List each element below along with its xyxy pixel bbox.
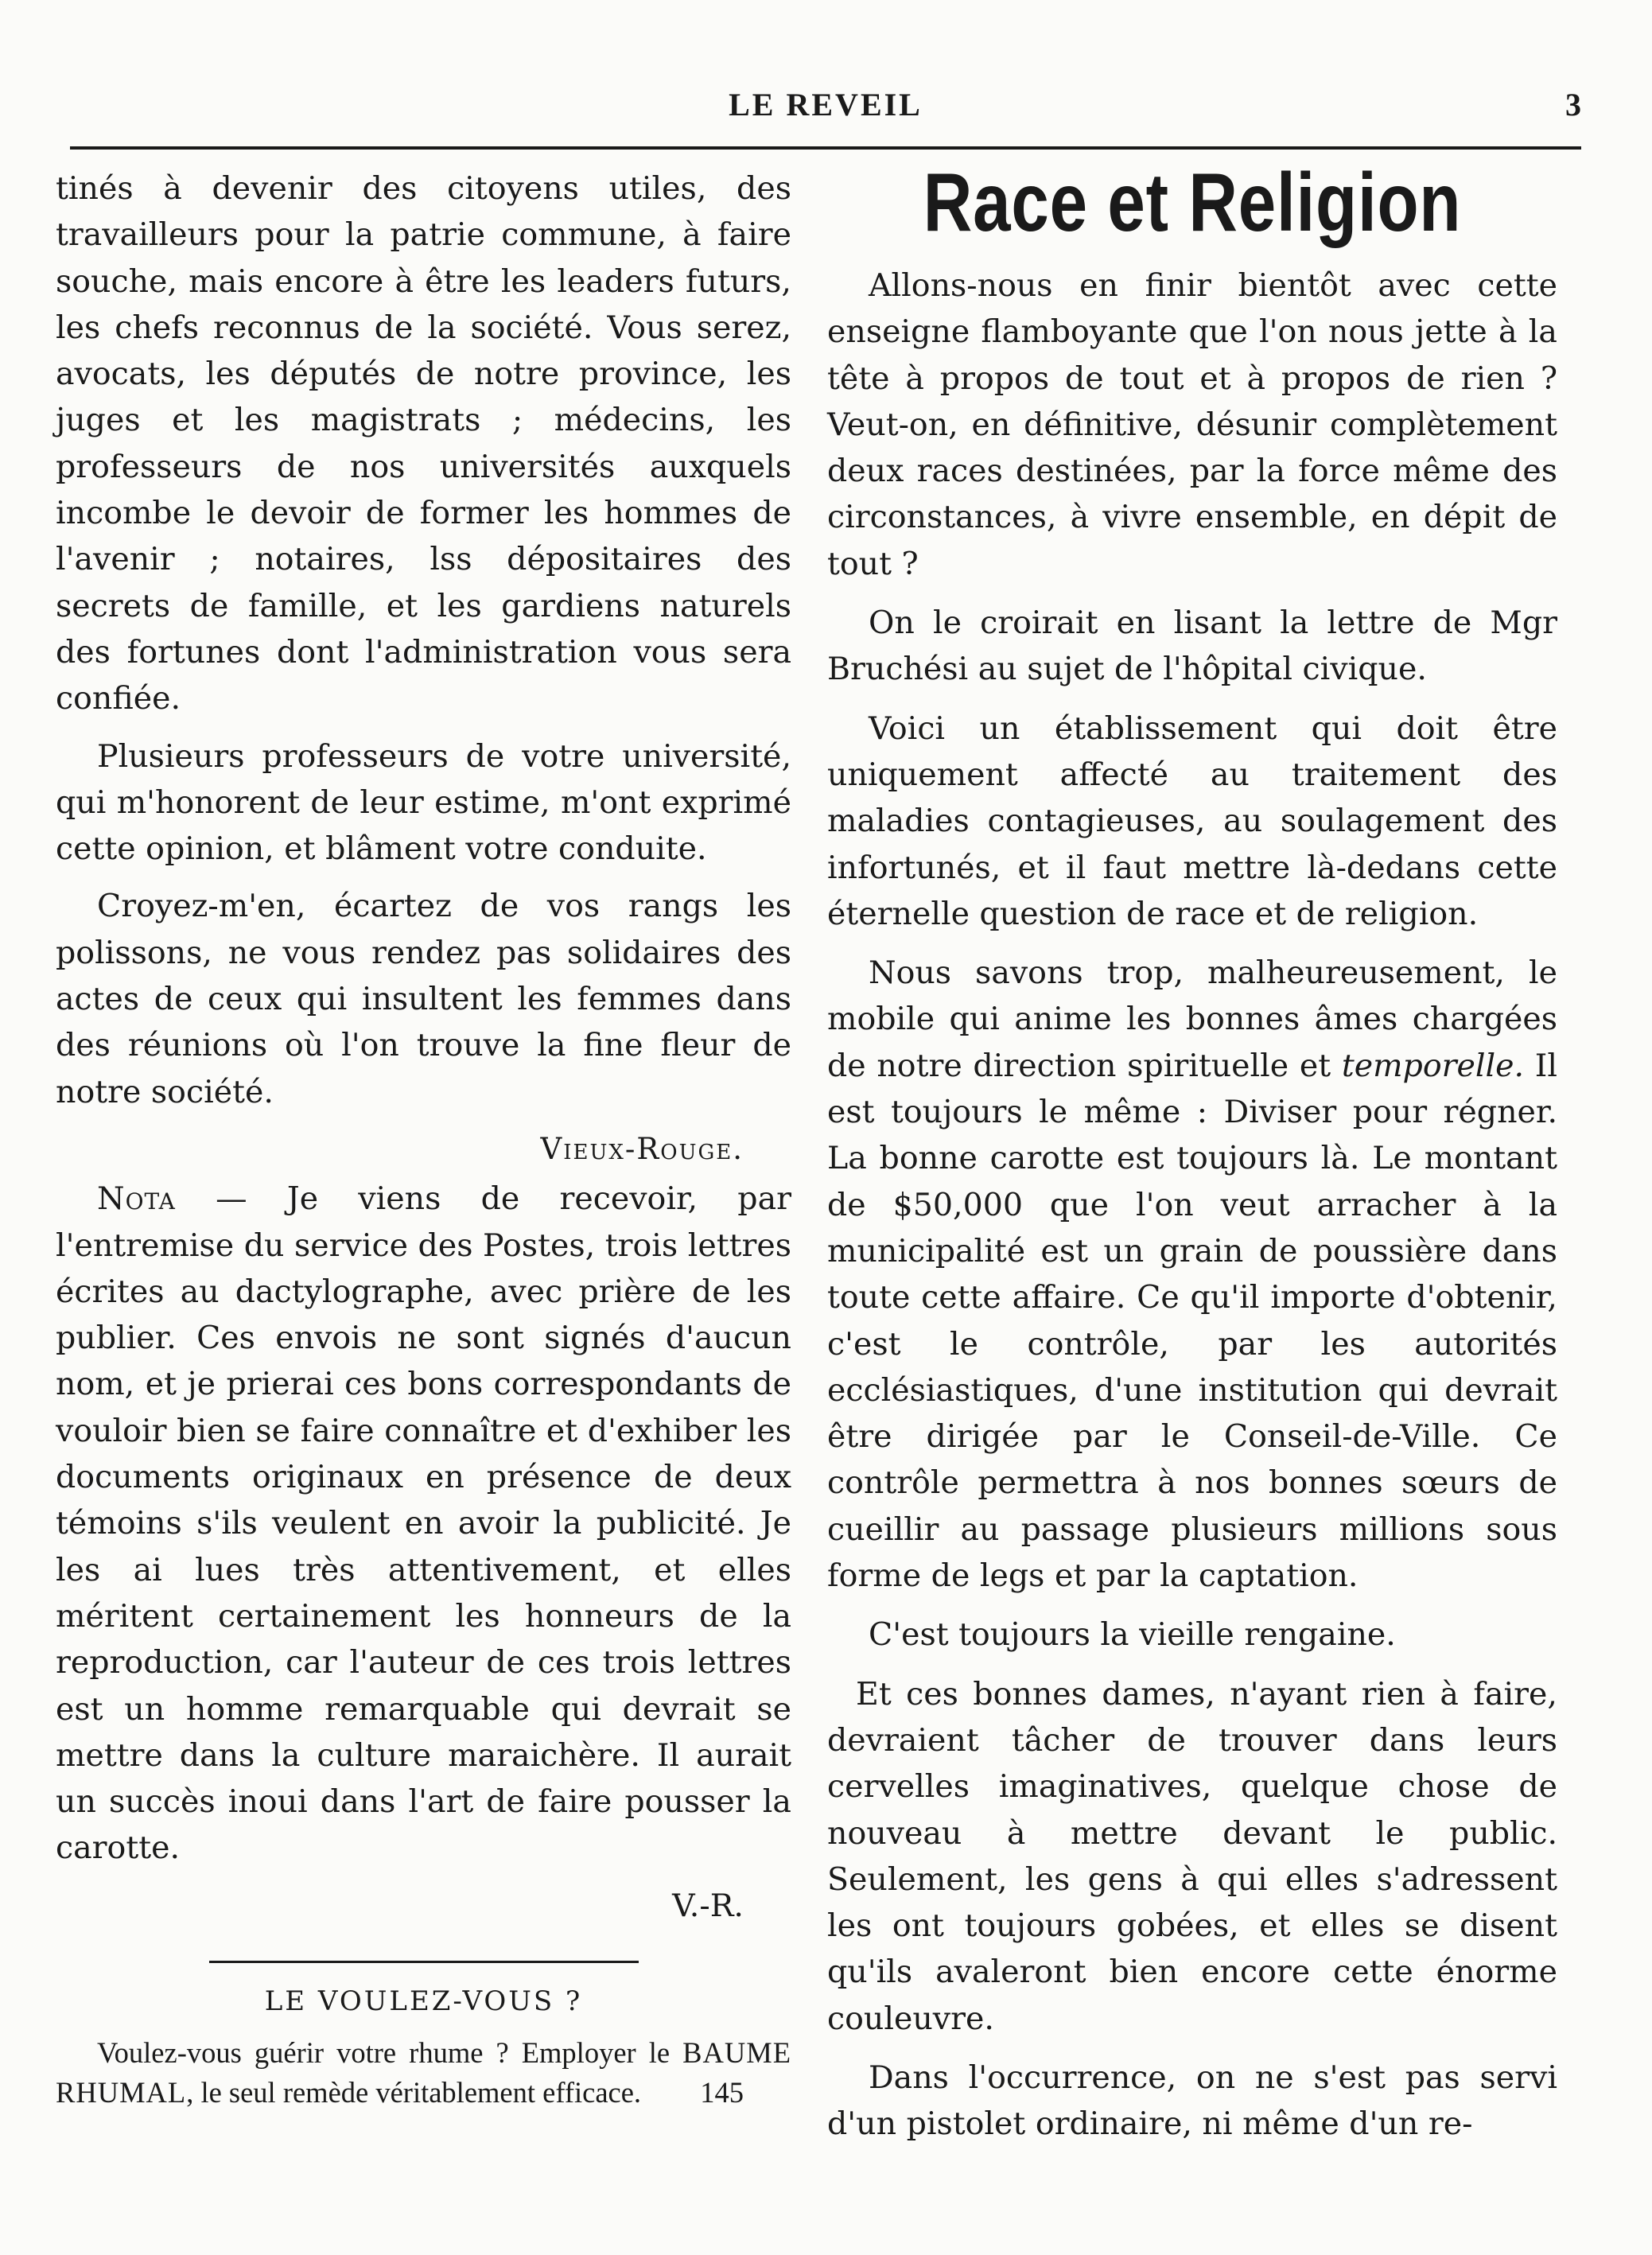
- ad-body: [56, 2033, 791, 2113]
- running-head: LE REVEIL: [729, 87, 923, 122]
- nota-paragraph: [56, 1176, 791, 1871]
- paragraph: Dans l'occurrence, on ne s'est pas servi d'un pistolet ordinaire, ni même d'un re-: [827, 2059, 1557, 2143]
- paragraph: Plusieurs professeurs de votre université, qui m'honorent de leur estime, m'ont exprimé cette opinion, et blâment votre conduite.: [56, 737, 791, 868]
- paragraph: tinés à devenir des citoyens utiles, des travailleurs pour la patrie commune, à faire souche, mais encore à être les leaders futurs, les chefs reconnus de la société. Vous serez, avocats, les députés de notre province, les juges et les magistrats ; médecins, les professeurs de nos universités auxquels incombe le devoir de former les hommes de l'avenir ; notaires, lss dépositaires des secrets de famille, et les gardiens naturels des fortunes dont l'administration vous sera confiée.: [56, 170, 791, 717]
- paragraph: On le croirait en lisant la lettre de Mgr Bruchési au sujet de l'hôpital civique.: [827, 605, 1557, 688]
- paragraph: [827, 950, 1557, 1599]
- ad-rule: [209, 1961, 639, 1963]
- ad-brand: BAUME RHUMAL: [56, 2035, 791, 2109]
- initials: V.-R.: [672, 1887, 744, 1924]
- right-column: [827, 159, 1557, 2160]
- paragraph-text: Il est toujours le même : Diviser pour régner. La bonne carotte est toujours là. Le montant de $50,000 que l'on veut arracher à la municipalité est un grain de poussière dans toute cette affaire. Ce qu'il importe d'obtenir, c'est le contrôle, par les autorités ecclésiastiques, d'une institution qui devrait être dirigée par le Conseil-de-Ville. Ce contrôle permettra à nos bonnes sœurs de cueillir au passage plusieurs millions sous forme de legs et par la captation.: [827, 1047, 1557, 1595]
- paragraph: Et ces bonnes dames, n'ayant rien à faire, devraient tâcher de trouver dans leurs cervelles imaginatives, quelque chose de nouveau à mettre devant le public. Seulement, les gens à qui elles s'adressent les ont toujours gobées, et elles se disent qu'ils avaleront bien encore cette énorme couleuvre.: [827, 1675, 1557, 2037]
- paragraph-text: Nous savons trop, malheureusement, le mobile qui anime les bonnes âmes chargées de notre direction spirituelle et: [827, 954, 1557, 1084]
- article-title: Race et Religion: [923, 157, 1462, 249]
- paragraph: Voici un établissement qui doit être uniquement affecté au traitement des maladies contagieuses, au soulagement des infortunés, et il faut mettre là-dedans cette éternelle question de race et de religion.: [827, 710, 1557, 932]
- page-number: 3: [1565, 87, 1581, 122]
- page-header: [70, 86, 1581, 142]
- left-column: [56, 165, 791, 2113]
- header-rule: [70, 146, 1581, 150]
- paragraph: C'est toujours la vieille rengaine.: [869, 1616, 1396, 1654]
- paragraph: Croyez-m'en, écartez de vos rangs les polissons, ne vous rendez pas solidaires des actes de ceux qui insultent les femmes dans des réunions où l'on trouve la fine fleur de notre société.: [56, 888, 791, 1110]
- ad-title: LE VOULEZ-VOUS ?: [264, 1985, 583, 2017]
- nota-label: Nota: [97, 1180, 176, 1218]
- ad-text: Voulez-vous guérir votre rhume ? Employer le: [97, 2035, 683, 2069]
- nota-text: — Je viens de recevoir, par l'entremise du service des Postes, trois lettres écrites au dactylographe, avec prière de les publier. Ces envois ne sont signés d'aucun nom, et je prierai ces bons correspondants de vouloir bien se faire connaître et d'exhiber les documents originaux en présence de deux témoins s'ils veulent en avoir la publicité. Je les ai lues très attentivement, et elles méritent certainement les honneurs de la reproduction, car l'auteur de ces trois lettres est un homme remarquable qui devrait se mettre dans la culture maraichère. Il aurait un succès inoui dans l'art de faire pousser la carotte.: [56, 1180, 791, 1867]
- ad-text: , le seul remède véritablement efficace.: [186, 2075, 642, 2109]
- ad-number: 145: [700, 2075, 744, 2109]
- paragraph: Allons-nous en finir bientôt avec cette enseigne flamboyante que l'on nous jette à la tête à propos de tout et à propos de rien ? Veut-on, en définitive, désunir complètement deux races destinées, par la force même des circonstances, à vivre ensemble, en dépit de tout ?: [827, 267, 1557, 582]
- emphasis: temporelle.: [1341, 1047, 1525, 1084]
- signature: Vieux-Rouge.: [540, 1131, 744, 1166]
